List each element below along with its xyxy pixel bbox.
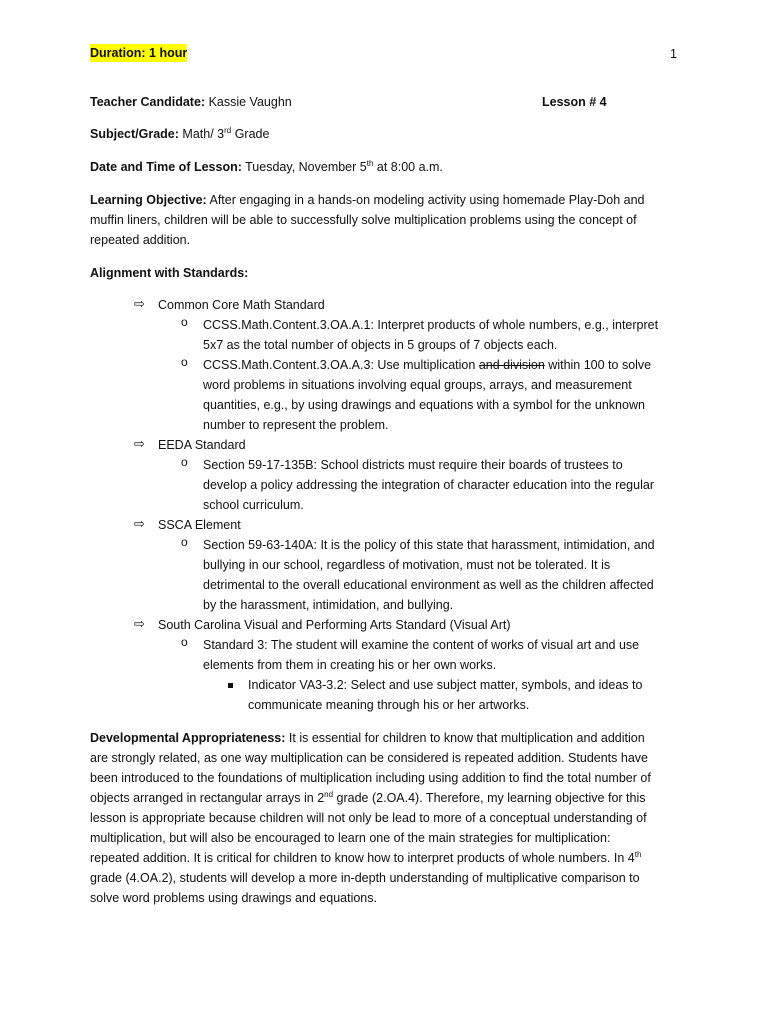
indicator-line-1: Indicator VA3-3.2: Select and use subject matter, symbols, and ideas to (248, 678, 643, 692)
subject-value: Math/ 3rd Grade (182, 125, 270, 141)
arrow-bullet-icon: ⇨ (134, 516, 145, 531)
teacher-label: Teacher Candidate: (90, 95, 206, 109)
objective-label: Learning Objective: (90, 193, 207, 207)
std3-line-2: elements from them in creating his or her own works. (203, 658, 497, 672)
eeda-line-3: school curriculum. (203, 498, 304, 512)
subject-line (90, 124, 269, 144)
dev-line-7: repeated addition. It is critical for children to know how to interpret products of whole numbers. In 4th (90, 849, 642, 865)
eeda-line-2: develop a policy addressing the integration of character education into the regular (203, 478, 654, 492)
date-label: Date and Time of Lesson: (90, 160, 242, 174)
dev-line-2: are strongly related, as one way multiplication can be considered is repeated addition. Students have (90, 751, 648, 765)
cc2-line-4: number to represent the problem. (203, 418, 389, 432)
cc2-line-1: CCSS.Math.Content.3.OA.A.3: Use multiplication and division within 100 to solve (203, 358, 652, 372)
cc1-line-2: 5x7 as the total number of objects in 5 groups of 7 objects each. (203, 338, 558, 352)
circle-bullet-icon: o (181, 535, 188, 549)
scva-heading: South Carolina Visual and Performing Arts Standard (Visual Art) (158, 618, 511, 632)
date-line (90, 157, 443, 177)
teacher-line (90, 92, 292, 112)
page-number: 1 (670, 47, 677, 61)
objective-line-3: repeated addition. (90, 233, 191, 247)
square-bullet-icon (228, 683, 233, 688)
standards-heading: Alignment with Standards: (90, 266, 249, 280)
objective-line-1: Learning Objective: After engaging in a hands-on modeling activity using homemade Play-Doh and (90, 193, 645, 207)
cc1-line-1: CCSS.Math.Content.3.OA.A.1: Interpret products of whole numbers, e.g., interpret (203, 318, 659, 332)
circle-bullet-icon: o (181, 635, 188, 649)
ssca-line-4: by the harassment, intimidation, and bullying. (203, 598, 454, 612)
std3-line-1: Standard 3: The student will examine the content of works of visual art and use (203, 638, 640, 652)
arrow-bullet-icon: ⇨ (134, 296, 145, 311)
duration-label: Duration: 1 hour (90, 46, 188, 60)
arrow-bullet-icon: ⇨ (134, 616, 145, 631)
subject-label: Subject/Grade: (90, 127, 179, 141)
objective-line-2: muffin liners, children will be able to successfully solve multiplication problems using the concept of (90, 213, 637, 227)
dev-line-8: grade (4.OA.2), students will develop a more in-depth understanding of multiplicative comparison to (90, 871, 640, 885)
dev-line-3: been introduced to the foundations of multiplication including using addition to find the total number of (90, 771, 651, 785)
ssca-line-3: detrimental to the overall educational environment as well as the children affected (203, 578, 654, 592)
lesson-number: Lesson # 4 (542, 95, 607, 109)
eeda-heading: EEDA Standard (158, 438, 246, 452)
teacher-name: Kassie Vaughn (208, 95, 292, 109)
cc2-line-3: quantities, e.g., by using drawings and equations with a symbol for the unknown (203, 398, 645, 412)
circle-bullet-icon: o (181, 355, 188, 369)
dev-line-1: Developmental Appropriateness: It is essential for children to know that multiplication and addition (90, 731, 645, 745)
dev-line-4: objects arranged in rectangular arrays in 2nd grade (2.OA.4). Therefore, my learning objective for this (90, 789, 646, 805)
ssca-line-2: bullying in our school, regardless of motivation, must not be tolerated. It is (203, 558, 611, 572)
date-value: Tuesday, November 5th at 8:00 a.m. (245, 158, 443, 174)
ssca-line-1: Section 59-63-140A: It is the policy of this state that harassment, intimidation, and (203, 538, 655, 552)
struck-text: and division (478, 358, 545, 372)
common-core-heading: Common Core Math Standard (158, 298, 325, 312)
ssca-heading: SSCA Element (158, 518, 241, 532)
cc2-line-2: word problems in situations involving equal groups, arrays, and measurement (203, 378, 632, 392)
dev-line-6: multiplication, but will also be encouraged to learn one of the main strategies for multiplication: (90, 831, 611, 845)
eeda-line-1: Section 59-17-135B: School districts must require their boards of trustees to (203, 458, 623, 472)
indicator-line-2: communicate meaning through his or her artworks. (248, 698, 530, 712)
circle-bullet-icon: o (181, 315, 188, 329)
dev-line-9: solve word problems using drawings and equations. (90, 891, 377, 905)
arrow-bullet-icon: ⇨ (134, 436, 145, 451)
circle-bullet-icon: o (181, 455, 188, 469)
dev-label: Developmental Appropriateness: (90, 731, 286, 745)
dev-line-5: lesson is appropriate because children will not only be lead to more of a conceptual understanding of (90, 811, 647, 825)
